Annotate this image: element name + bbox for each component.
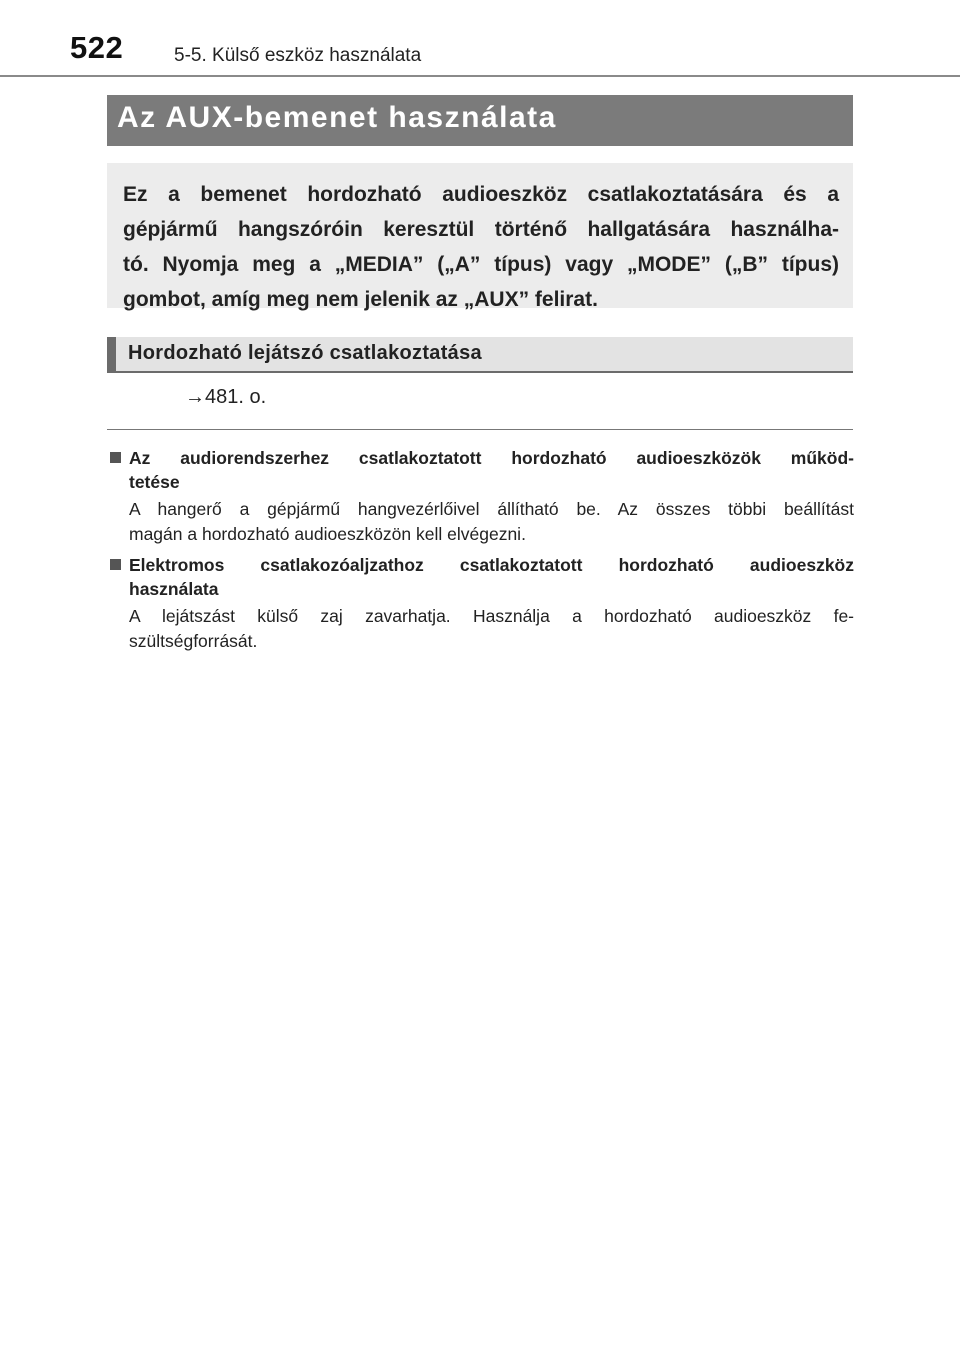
subsection-marker xyxy=(107,337,116,371)
note-body-line: szültségforrását. xyxy=(129,631,258,651)
note-body xyxy=(110,604,854,654)
intro-line: tó. Nyomja meg a „MEDIA” („A” típus) vagy „MODE” („B” típus) xyxy=(123,253,839,276)
intro-box xyxy=(107,163,853,311)
page-number: 522 xyxy=(70,30,124,65)
note-item xyxy=(110,446,854,547)
note-title xyxy=(110,553,854,601)
page-reference: →481. o. xyxy=(185,386,267,408)
note-item xyxy=(110,553,854,654)
note-body-line: A lejátszást külső zaj zavarhatja. Használja a hordozható audioeszköz fe- xyxy=(129,606,854,626)
note-title-line: tetése xyxy=(129,472,180,492)
subsection-heading xyxy=(107,337,853,373)
note-body xyxy=(110,497,854,547)
note-title-line: Az audiorendszerhez csatlakoztatott hordozható audioeszközök működ- xyxy=(129,448,854,468)
page-title-bar xyxy=(107,95,853,146)
note-body-line: magán a hordozható audioeszközön kell elvégezni. xyxy=(129,524,526,544)
header-rule xyxy=(0,75,960,77)
note-body-line: A hangerő a gépjármű hangvezérlőivel állítható be. Az összes többi beállítást xyxy=(129,499,854,519)
note-title-line: Elektromos csatlakozóaljzathoz csatlakoztatott hordozható audioeszköz xyxy=(129,555,854,575)
note-title xyxy=(110,446,854,494)
square-bullet-icon xyxy=(110,452,121,463)
page-title: Az AUX-bemenet használata xyxy=(117,101,557,134)
intro-line: gombot, amíg meg nem jelenik az „AUX” felirat. xyxy=(123,288,598,311)
section-label: 5-5. Külső eszköz használata xyxy=(174,45,422,66)
intro-text xyxy=(123,177,839,317)
intro-line: gépjármű hangszóróin keresztül történő hallgatására használha- xyxy=(123,218,839,241)
note-title-line: használata xyxy=(129,579,219,599)
square-bullet-icon xyxy=(110,559,121,570)
intro-line: Ez a bemenet hordozható audioeszköz csatlakoztatására és a xyxy=(123,183,839,206)
subsection-title: Hordozható lejátszó csatlakoztatása xyxy=(128,342,482,364)
page-header xyxy=(0,0,960,80)
section-divider xyxy=(107,429,853,430)
